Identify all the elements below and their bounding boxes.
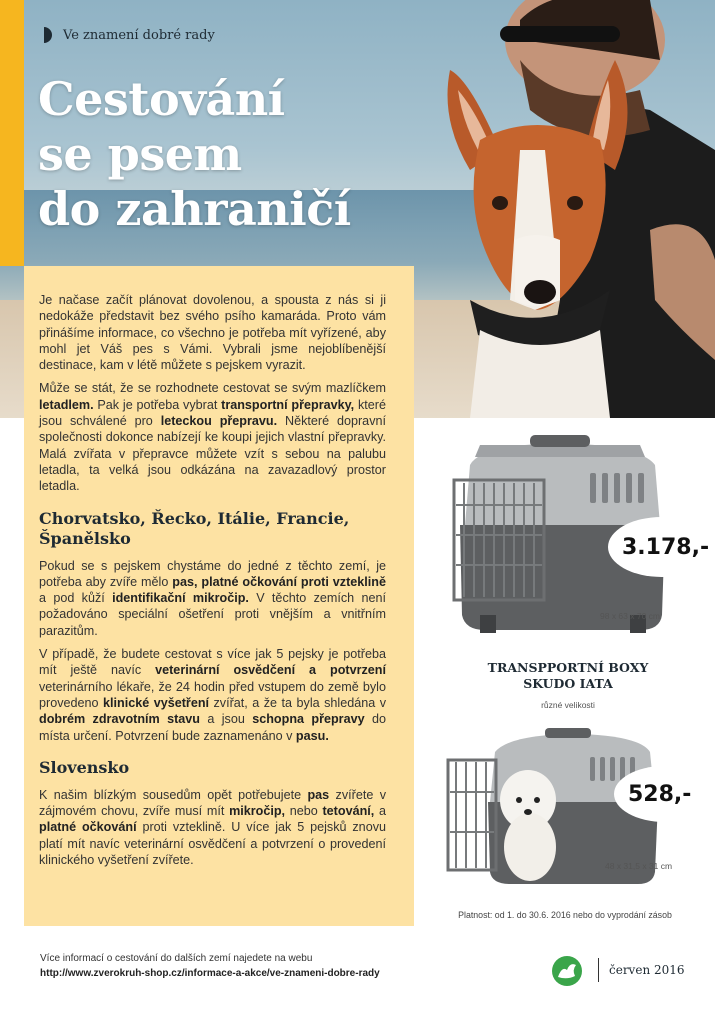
- product-subtitle: různé velikosti: [541, 700, 595, 710]
- article-panel: [24, 266, 414, 926]
- section-heading-slovakia: Slovensko: [39, 757, 130, 777]
- product-name: TRANSPPORTNÍ BOXY SKUDO IATA: [487, 660, 649, 691]
- section-paragraph: V případě, že budete cestovat s více jak 5 pejsky je potřeba mít ještě navíc veterinární osvědčení a potvrzení veterinárního lékaře, že 24 hodin před vstupem do země bylo provedeno klinické vyšetření zvířat, a že ta byla shledána v dobrém zdravotním stavu a jsou schopna přepravy do místa určení. Potvrzení bude zaznamenáno v pasu.: [39, 647, 387, 743]
- page-title: [38, 72, 351, 237]
- small-dimensions: 48 x 31,5 x 31 cm: [605, 861, 673, 871]
- small-price-badge: [614, 766, 715, 822]
- intro-paragraph-airplane: Může se stát, že se rozhodnete cestovat se svým mazlíčkem letadlem. Pak je potřeba vybrat transportní přepravky, které jsou schválené pro leteckou přepravu. Některé dopravní společnosti dokonce nabízejí ke koupi jejich vlastní přepravky. Malá zvířata v přepravce můžete vzít s sebou na palubu letadla, ta velká jsou odkázána na zavazadlový prostor letadla.: [39, 381, 386, 494]
- large-price-badge: [608, 517, 715, 577]
- section-paragraph: K našim blízkým sousedům opět potřebujete pas zvířete v zájmovém chovu, zvíře musí mít mikročip, nebo tetování, a platné očkování proti vzteklině. U více jak 5 pejsků znovu platí mít navíc veterinární osvědčení a potvrzení o provedení klinického vyšetření zvířete.: [39, 787, 386, 868]
- issue-date: červen 2016: [609, 963, 685, 977]
- section-paragraph: Pokud se s pejskem chystáme do jedné z těchto zemí, je potřeba aby zvíře mělo pas, platné očkování proti vzteklině a pod kůží identifikační mikročip. V těchto zemích není požadováno speciální ošetření proti vnějším a vnitřním parazitům.: [39, 558, 386, 638]
- large-dimensions: 98 x 63 x 70 cm: [600, 611, 661, 621]
- footer-divider: [598, 958, 599, 982]
- footer-info: [40, 951, 380, 981]
- title-line: Cestování: [38, 72, 285, 126]
- footer-info-text: Více informací o cestování do dalších zemí najedete na webu: [40, 953, 313, 964]
- kicker-label: Ve znamení dobré rady: [63, 27, 215, 43]
- article-body: [39, 292, 386, 875]
- large-price: 3.178,-: [622, 534, 710, 560]
- section-heading-south-europe: Chorvatsko, Řecko, Itálie, Francie, Španělsko: [39, 508, 350, 548]
- footer-url-link[interactable]: http://www.zverokruh-shop.cz/informace-a-akce/ve-znameni-dobre-rady: [40, 968, 380, 979]
- section-kicker: [42, 27, 215, 43]
- small-price: 528,-: [628, 781, 692, 807]
- half-circle-icon: [42, 27, 54, 43]
- accent-bar: [0, 0, 24, 266]
- offer-validity: Platnost: od 1. do 30.6. 2016 nebo do vyprodání zásob: [458, 910, 672, 920]
- intro-paragraph: Je načase začít plánovat dovolenou, a spousta z nás si ji nedokáže představit bez svého psího kamaráda. Proto vám přinášíme informace, co všechno je potřeba mít vyřízené, aby mohl jet Váš pes s Vámi. Vybrali jsme nejoblíbenější destinace, kam v létě můžete s pejskem vyrazit.: [39, 293, 386, 373]
- title-line: se psem: [38, 127, 242, 181]
- title-line: do zahraničí: [38, 182, 351, 236]
- zverokruh-logo-icon: [552, 956, 582, 986]
